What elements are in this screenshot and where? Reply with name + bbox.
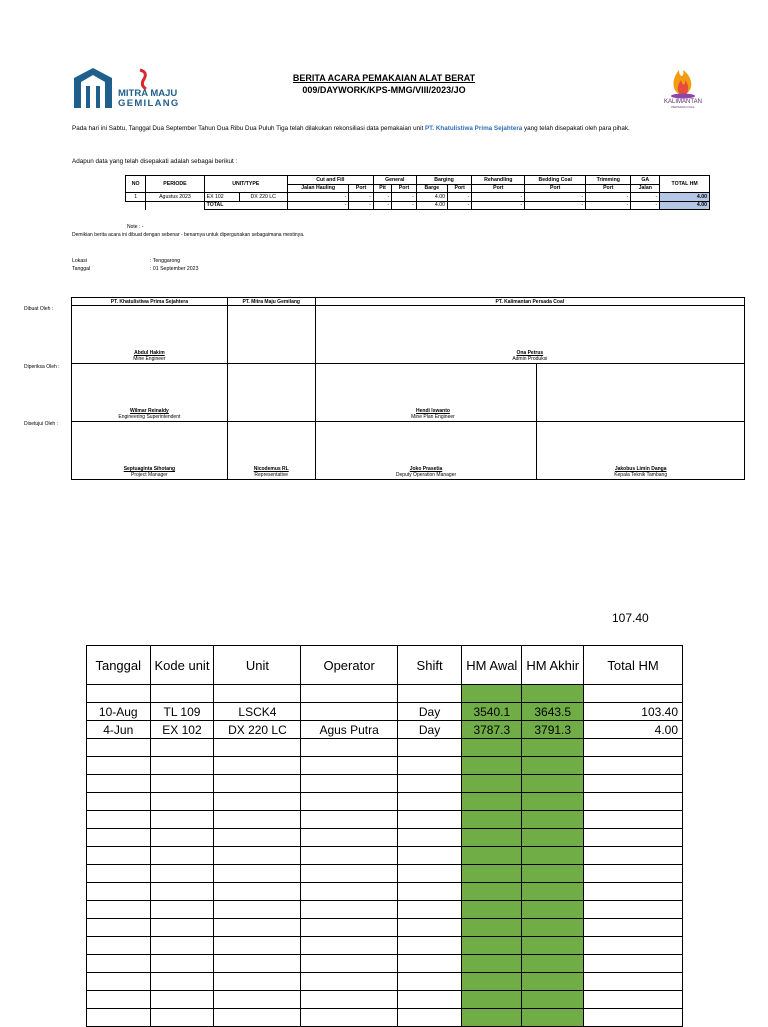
table-cell: [301, 991, 397, 1009]
table-cell: [397, 919, 461, 937]
table-cell: [87, 829, 151, 847]
mitra-maju-gemilang-logo: [72, 66, 192, 110]
sub-port: Port: [392, 184, 416, 193]
table-cell: [397, 829, 461, 847]
table-cell: [150, 793, 214, 811]
table-cell: [214, 739, 301, 757]
signature-table: [71, 297, 745, 480]
table-cell: [87, 847, 151, 865]
group-rehandling: Rehandling: [472, 176, 525, 185]
table-cell: [397, 955, 461, 973]
table-cell: [301, 757, 397, 775]
signer-role: Project Manager: [131, 472, 168, 478]
table-row: [87, 847, 683, 865]
table-cell: [462, 973, 522, 991]
table-cell: [462, 883, 522, 901]
table-cell: [301, 775, 397, 793]
table-cell: [397, 865, 461, 883]
location-block: [72, 257, 272, 273]
table-cell: [214, 937, 301, 955]
row-periode: Agustus 2023: [146, 193, 204, 202]
table-cell: [87, 991, 151, 1009]
table-cell: 3643.5: [522, 703, 584, 721]
table-cell: [522, 955, 584, 973]
total-cell: -: [373, 201, 391, 210]
table-cell: [397, 811, 461, 829]
table-cell: [397, 973, 461, 991]
sub-pit: Pit: [373, 184, 391, 193]
table-cell: [150, 811, 214, 829]
table-cell: [397, 937, 461, 955]
table-cell: 3791.3: [522, 721, 584, 739]
table-cell: [301, 955, 397, 973]
table-cell: [150, 919, 214, 937]
total-cell: -: [631, 201, 660, 210]
total-cell: -: [525, 201, 586, 210]
total-hm-value: 4.00: [660, 201, 710, 210]
lokasi-label: Lokasi: [72, 258, 87, 264]
table-cell: [397, 685, 461, 703]
table-cell: [87, 793, 151, 811]
table-cell: [87, 685, 151, 703]
intro-company: PT. Khatulistiwa Prima Sejahtera: [424, 125, 523, 132]
table-cell: [584, 847, 683, 865]
table-cell: [301, 883, 397, 901]
total-spacer: [146, 201, 204, 210]
table-cell: [214, 793, 301, 811]
document-title: [250, 72, 518, 96]
table-cell: [87, 739, 151, 757]
total-cell: -: [448, 201, 472, 210]
total-cell: -: [392, 201, 416, 210]
signer-role: Kepala Teknik Tambang: [614, 472, 668, 478]
table-cell: [584, 955, 683, 973]
table-cell: [214, 919, 301, 937]
table-cell: [462, 955, 522, 973]
table-cell: [584, 775, 683, 793]
sub-barge: Barge: [416, 184, 447, 193]
kalimantan-persada-coal-logo: [652, 66, 714, 110]
table-cell: [150, 883, 214, 901]
company-khatulistiwa: PT. Khatulistiwa Prima Sejahtera: [72, 298, 228, 306]
table-cell: [87, 919, 151, 937]
table-cell: EX 102: [150, 721, 214, 739]
row-no: 1: [126, 193, 146, 202]
table-cell: [214, 973, 301, 991]
table-cell: [301, 937, 397, 955]
table-row: [87, 757, 683, 775]
sub-port: Port: [472, 184, 525, 193]
table-cell: [214, 865, 301, 883]
table-cell: [301, 829, 397, 847]
table-cell: Agus Putra: [301, 721, 397, 739]
table-cell: [87, 883, 151, 901]
tanggal-label: Tanggal: [72, 266, 91, 272]
table-cell: DX 220 LC: [214, 721, 301, 739]
signature-cell: [315, 364, 537, 422]
table-cell: [462, 919, 522, 937]
table-cell: [462, 991, 522, 1009]
intro-paragraph: [72, 125, 712, 133]
col-no: NO: [126, 176, 146, 193]
table-cell: [214, 775, 301, 793]
table-cell: [214, 811, 301, 829]
table-cell: [150, 901, 214, 919]
total-cell: -: [586, 201, 631, 210]
table-cell: [522, 847, 584, 865]
table-cell: [462, 685, 522, 703]
total-cell: -: [472, 201, 525, 210]
signer-role: Mine Plan Engineer: [411, 414, 455, 420]
table-cell: [462, 811, 522, 829]
table-row: [87, 937, 683, 955]
table-cell: LSCK4: [214, 703, 301, 721]
table-cell: [301, 703, 397, 721]
row-type: DX 220 LC: [239, 193, 287, 202]
table-cell: [397, 901, 461, 919]
table-cell: [462, 829, 522, 847]
table-cell: [462, 901, 522, 919]
group-barging: Barging: [416, 176, 472, 185]
usage-table: [125, 175, 710, 210]
hm-col-hm-akhir: HM Akhir: [522, 646, 584, 685]
table-cell: [522, 739, 584, 757]
table-cell: [301, 739, 397, 757]
row-cell: 4.00: [416, 193, 447, 202]
table-cell: [150, 973, 214, 991]
sub-port: Port: [586, 184, 631, 193]
table-row: [87, 739, 683, 757]
intro-line2: Adapun data yang telah disepakati adalah sebagai berikut :: [72, 158, 238, 165]
signer-role: Engineering Superintendent: [118, 414, 181, 420]
checked-by-row: [72, 364, 745, 422]
signature-cell: [72, 306, 228, 364]
signer-name: Joko Prasetia: [409, 466, 443, 472]
total-row: [126, 201, 710, 210]
table-cell: [214, 829, 301, 847]
signer-role: Mine Engineer: [133, 356, 166, 362]
table-row: [87, 865, 683, 883]
col-unit-type: UNIT/TYPE: [204, 176, 287, 193]
table-row: [126, 193, 710, 202]
table-cell: [397, 757, 461, 775]
row-cell: -: [586, 193, 631, 202]
table-cell: [214, 991, 301, 1009]
table-cell: [522, 883, 584, 901]
table-cell: [397, 793, 461, 811]
table-cell: [214, 901, 301, 919]
table-cell: [397, 883, 461, 901]
table-cell: [397, 739, 461, 757]
group-bedding-coal: Bedding Coal: [525, 176, 586, 185]
logo-text-line2: GEMILANG: [118, 98, 180, 109]
table-cell: [214, 955, 301, 973]
table-cell: [214, 883, 301, 901]
note: Note : -: [127, 224, 144, 230]
row-cell: -: [373, 193, 391, 202]
total-cell: 4.00: [416, 201, 447, 210]
row-cell: -: [349, 193, 373, 202]
signer-role: Representative: [254, 472, 289, 478]
hm-col-kode-unit: Kode unit: [150, 646, 214, 685]
table-cell: [301, 793, 397, 811]
table-cell: [301, 919, 397, 937]
table-cell: [301, 847, 397, 865]
table-cell: 3540.1: [462, 703, 522, 721]
signer-name: Ona Petrus: [516, 350, 544, 356]
table-row: [87, 703, 683, 721]
table-cell: [87, 937, 151, 955]
lokasi-value: : Tenggarong: [150, 258, 181, 264]
table-cell: TL 109: [150, 703, 214, 721]
intro-text-before: Pada hari ini Sabtu, Tanggal Dua September Tahun Dua Ribu Dua Puluh Tiga telah dilakukan rekonsiliasi data pemakaian unit: [72, 125, 425, 132]
table-cell: [150, 955, 214, 973]
table-cell: [584, 901, 683, 919]
col-periode: PERIODE: [146, 176, 204, 193]
closing-statement: Demikian berita acara ini dibuat dengan sebenar - benarnya untuk dipergunakan sebagaimana mestinya.: [72, 232, 305, 238]
table-cell: [584, 937, 683, 955]
table-cell: [301, 973, 397, 991]
table-cell: [150, 775, 214, 793]
table-cell: Day: [397, 703, 461, 721]
table-cell: [462, 865, 522, 883]
group-general: General: [373, 176, 416, 185]
table-cell: [397, 991, 461, 1009]
signature-cell: [537, 364, 745, 422]
table-cell: [584, 973, 683, 991]
hm-col-unit: Unit: [214, 646, 301, 685]
table-row: [87, 793, 683, 811]
table-cell: 3787.3: [462, 721, 522, 739]
table-cell: [150, 757, 214, 775]
table-cell: [301, 811, 397, 829]
signature-header-row: [72, 298, 745, 306]
table-cell: [522, 829, 584, 847]
signature-cell: [227, 364, 315, 422]
table-cell: [87, 775, 151, 793]
row-total-hm: 4.00: [660, 193, 710, 202]
table-cell: [522, 685, 584, 703]
intro-text-after: yang telah disepakati oleh para pihak.: [522, 125, 630, 132]
hm-col-total-hm: Total HM: [584, 646, 683, 685]
table-cell: 103.40: [584, 703, 683, 721]
row-cell: -: [448, 193, 472, 202]
table-cell: [214, 757, 301, 775]
signer-name: Septuaginta Sihotang: [123, 466, 176, 472]
table-row: [87, 811, 683, 829]
table-cell: [150, 829, 214, 847]
table-cell: [584, 919, 683, 937]
right-logo-line2: PERSADA COAL: [671, 105, 695, 109]
right-logo-line1: KALIMANTAN: [664, 99, 702, 105]
hm-col-tanggal: Tanggal: [87, 646, 151, 685]
table-row: [87, 955, 683, 973]
made-by-row: [72, 306, 745, 364]
table-cell: [150, 847, 214, 865]
hm-table: [86, 645, 683, 1027]
group-cut-and-fill: Cut and Fill: [287, 176, 373, 185]
table-cell: [522, 901, 584, 919]
table-cell: [584, 811, 683, 829]
sub-jalan: Jalan: [631, 184, 660, 193]
table-cell: [87, 757, 151, 775]
signer-role: Deputy Operation Manager: [395, 472, 457, 478]
signer-role: Admin Produksi: [512, 356, 548, 362]
table-row: [87, 685, 683, 703]
table-cell: [214, 847, 301, 865]
row-cell: -: [287, 193, 349, 202]
title-line1: BERITA ACARA PEMAKAIAN ALAT BERAT: [292, 73, 476, 83]
table-cell: [301, 865, 397, 883]
table-cell: [87, 811, 151, 829]
signature-cell: [537, 422, 745, 480]
signature-cell: [315, 422, 537, 480]
table-cell: [462, 847, 522, 865]
table-cell: 4.00: [584, 721, 683, 739]
signature-cell: [72, 364, 228, 422]
table-cell: Day: [397, 721, 461, 739]
table-cell: 4-Jun: [87, 721, 151, 739]
table-cell: [150, 739, 214, 757]
sub-port: Port: [525, 184, 586, 193]
title-line2: 009/DAYWORK/KPS-MMG/VIII/2023/JO: [302, 85, 466, 95]
table-cell: [87, 901, 151, 919]
table-cell: [584, 865, 683, 883]
logo-text-line1: MITRA MAJU: [118, 88, 178, 99]
hm-col-hm-awal: HM Awal: [462, 646, 522, 685]
table-cell: [150, 685, 214, 703]
tanggal-value: : 01 September 2023: [150, 266, 199, 272]
table-cell: [522, 919, 584, 937]
hm-col-shift: Shift: [397, 646, 461, 685]
total-cell: -: [349, 201, 373, 210]
table-row: [87, 721, 683, 739]
total-label: TOTAL: [204, 201, 287, 210]
table-cell: [522, 775, 584, 793]
table-cell: [462, 937, 522, 955]
signer-name: Hendi Iswanto: [416, 408, 450, 414]
table-cell: [301, 901, 397, 919]
table-row: [87, 919, 683, 937]
table-cell: [462, 757, 522, 775]
table-cell: [522, 757, 584, 775]
table-cell: [462, 739, 522, 757]
table-cell: [522, 811, 584, 829]
signature-cell: [227, 422, 315, 480]
total-cell: -: [287, 201, 349, 210]
signature-cell: [315, 306, 744, 364]
row-cell: -: [525, 193, 586, 202]
table-cell: [150, 991, 214, 1009]
table-cell: [522, 991, 584, 1009]
signature-cell: [227, 306, 315, 364]
table-row: [87, 883, 683, 901]
table-cell: [87, 973, 151, 991]
approved-by-label: Disetujui Oleh :: [24, 421, 58, 427]
table-cell: [397, 847, 461, 865]
signer-name: Wilmar Reinaldy: [129, 408, 169, 414]
table-row: [87, 829, 683, 847]
table-cell: [301, 685, 397, 703]
table-cell: [584, 685, 683, 703]
table-cell: [87, 955, 151, 973]
row-unit: EX 102: [204, 193, 239, 202]
company-kalimantan: PT. Kalimantan Persada Coal: [315, 298, 744, 306]
signer-name: Nicodemus RL: [253, 466, 289, 472]
col-total-hm: TOTAL HM: [660, 176, 710, 193]
group-ga: GA: [631, 176, 660, 185]
total-spacer: [126, 201, 146, 210]
hm-col-operator: Operator: [301, 646, 397, 685]
sub-port: Port: [448, 184, 472, 193]
signer-name: Jakobus Limin Danga: [614, 466, 667, 472]
hm-header-row: [87, 646, 683, 685]
group-trimming: Trimming: [586, 176, 631, 185]
table-cell: [150, 865, 214, 883]
table-cell: [584, 793, 683, 811]
table-cell: [462, 775, 522, 793]
table-row: [87, 901, 683, 919]
usage-group-header-row: [126, 176, 710, 185]
sub-jalan-hauling: Jalan Hauling: [287, 184, 349, 193]
checked-by-label: Diperiksa Oleh :: [24, 364, 60, 370]
table-cell: 10-Aug: [87, 703, 151, 721]
signature-cell: [72, 422, 228, 480]
grand-total-hm: 107.40: [612, 611, 649, 625]
table-cell: [584, 829, 683, 847]
table-cell: [522, 973, 584, 991]
company-mitra-maju: PT. Mitra Maju Gemilang: [227, 298, 315, 306]
sub-port: Port: [349, 184, 373, 193]
made-by-label: Dibuat Oleh :: [24, 306, 54, 312]
table-row: [87, 775, 683, 793]
table-cell: [87, 865, 151, 883]
hm-table-body: [87, 685, 683, 1027]
table-cell: [522, 937, 584, 955]
table-cell: [522, 865, 584, 883]
approved-by-row: [72, 422, 745, 480]
row-cell: -: [631, 193, 660, 202]
row-cell: -: [472, 193, 525, 202]
table-cell: [462, 793, 522, 811]
table-cell: [214, 685, 301, 703]
table-cell: [584, 739, 683, 757]
table-row: [87, 991, 683, 1009]
table-cell: [584, 757, 683, 775]
signer-name: Abdul Hakim: [134, 350, 165, 356]
table-row: [87, 973, 683, 991]
table-cell: [397, 775, 461, 793]
table-cell: [584, 991, 683, 1009]
table-cell: [522, 793, 584, 811]
table-cell: [584, 883, 683, 901]
table-cell: [150, 937, 214, 955]
row-cell: -: [392, 193, 416, 202]
